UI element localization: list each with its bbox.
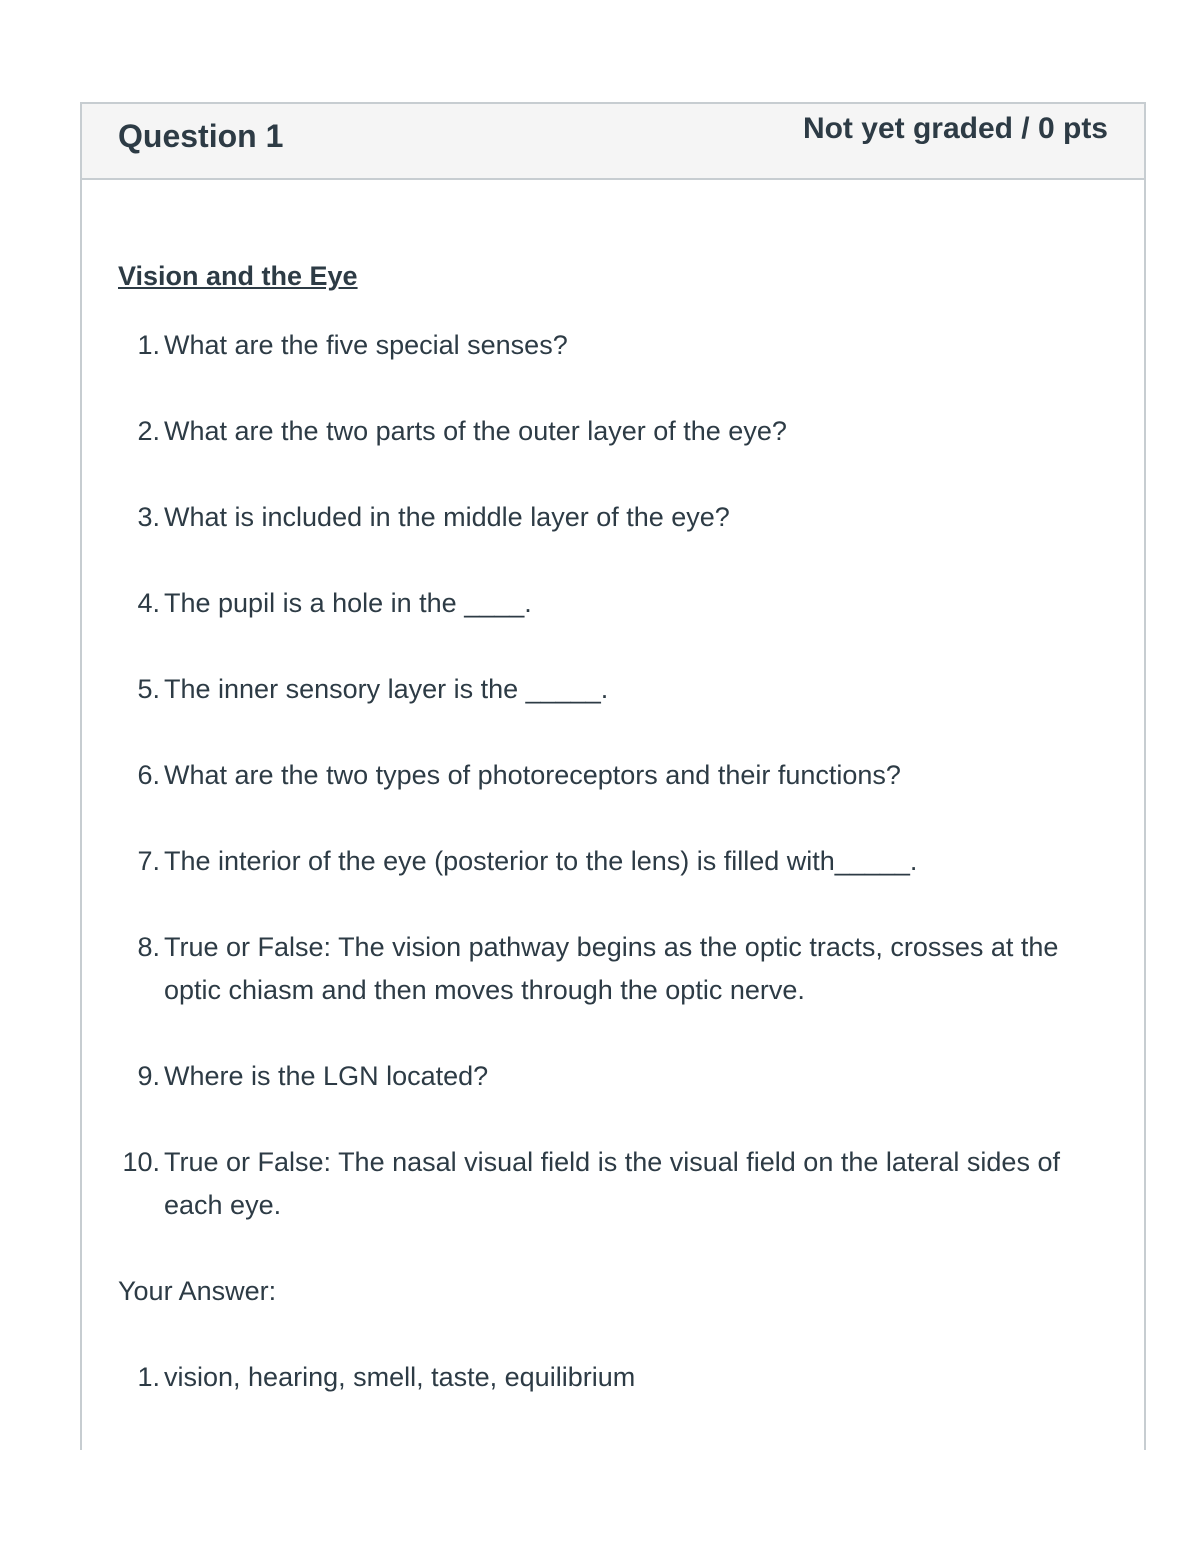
question-item [118, 582, 1108, 625]
question-number: 9. [137, 1061, 160, 1091]
your-answer-label: Your Answer: [118, 1276, 277, 1306]
question-title: Question 1 [118, 118, 284, 154]
question-number: 5. [137, 674, 160, 704]
question-text: The pupil is a hole in the ____. [164, 588, 532, 618]
question-number: 1. [137, 330, 160, 360]
question-text: True or False: The vision pathway begins as the optic tracts, crosses at the optic chiasm and then moves through the optic nerve. [164, 932, 1059, 1005]
question-number: 4. [137, 588, 160, 618]
question-item [118, 410, 1108, 453]
section-heading: Vision and the Eye [118, 261, 358, 291]
question-item [118, 668, 1108, 711]
question-text: True or False: The nasal visual field is the visual field on the lateral sides of each eye. [164, 1147, 1060, 1220]
question-text: Where is the LGN located? [164, 1061, 489, 1091]
question-item [118, 1141, 1108, 1227]
questions-list [118, 324, 1108, 1227]
question-text: The inner sensory layer is the _____. [164, 674, 609, 704]
question-text: What are the five special senses? [164, 330, 568, 360]
question-item [118, 496, 1108, 539]
question-item [118, 840, 1108, 883]
question-text: The interior of the eye (posterior to the lens) is filled with_____. [164, 846, 918, 876]
question-text: What are the two types of photoreceptors and their functions? [164, 760, 901, 790]
question-text: What are the two parts of the outer layer of the eye? [164, 416, 787, 446]
question-number: 2. [137, 416, 160, 446]
answers-list [118, 1356, 1108, 1399]
question-header [82, 104, 1144, 180]
answer-text: vision, hearing, smell, taste, equilibrium [164, 1362, 636, 1392]
question-body [118, 254, 1108, 1442]
question-item [118, 324, 1108, 367]
question-number: 6. [137, 760, 160, 790]
question-card [80, 102, 1146, 1450]
question-number: 7. [137, 846, 160, 876]
question-number: 10. [122, 1147, 160, 1177]
question-text: What is included in the middle layer of the eye? [164, 502, 730, 532]
answer-number: 1. [137, 1362, 160, 1392]
question-item [118, 754, 1108, 797]
question-number: 8. [137, 932, 160, 962]
question-points-status: Not yet graded / 0 pts [802, 112, 1108, 145]
answer-item [118, 1356, 1108, 1399]
question-item [118, 1055, 1108, 1098]
question-number: 3. [137, 502, 160, 532]
question-item [118, 926, 1108, 1012]
